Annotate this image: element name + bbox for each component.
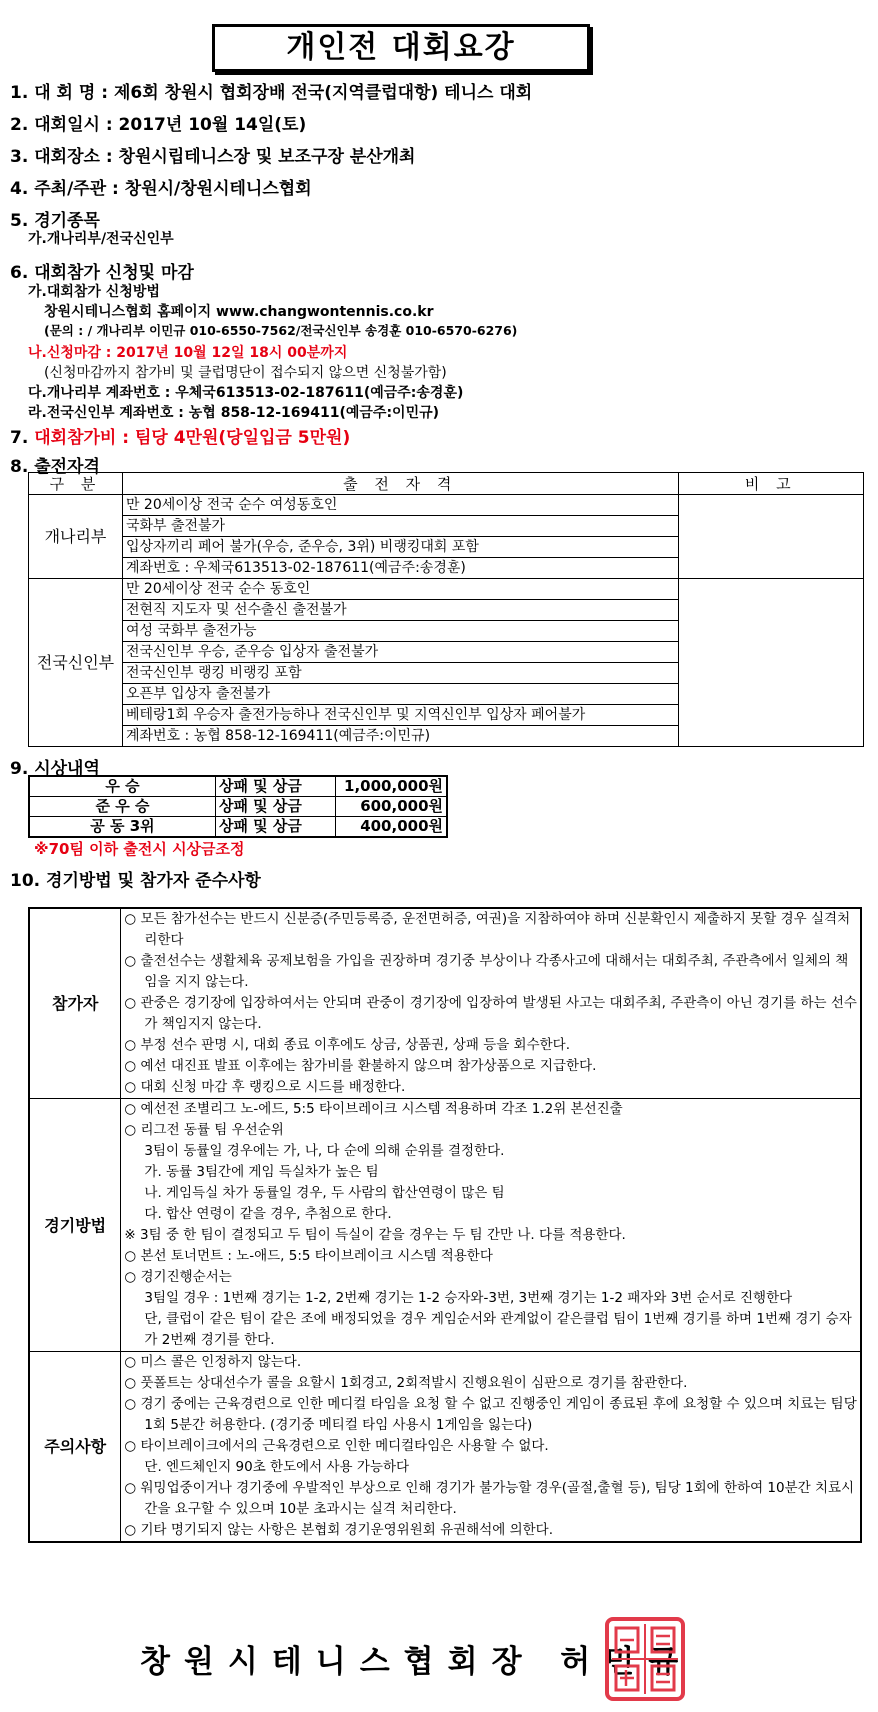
prize-amount: 400,000원 <box>335 817 447 838</box>
prize-rank: 우 승 <box>29 776 215 797</box>
table-row <box>29 776 447 797</box>
category-gaenari: 개나리부 <box>29 495 123 579</box>
prize-type: 상패 및 상금 <box>215 797 335 817</box>
rule-line: ○ 출전선수는 생활체육 공제보험을 가입을 권장하며 경기중 부상이나 각종사고에 대해서는 대회주최, 주관측에서 일체의 책임을 지지 않는다. <box>124 953 849 990</box>
sec10-heading: 10. 경기방법 및 참가자 준수사항 <box>10 871 261 891</box>
table-cell: 국화부 출전불가 <box>122 516 678 537</box>
page-title: 개인전 대회요강 <box>212 24 590 72</box>
prize-note: ※70팀 이하 출전시 시상금조정 <box>34 840 245 858</box>
item-event-date: 2. 대회일시 : 2017년 10월 14일(토) <box>10 115 307 135</box>
table-row <box>29 579 864 600</box>
table-cell: 베테랑1회 우승자 출전가능하나 전국신인부 및 지역신인부 입상자 페어불가 <box>122 705 678 726</box>
prize-amount: 1,000,000원 <box>335 776 447 797</box>
rule-line: ※ 3팀 중 한 팀이 결정되고 두 팀이 득실이 같을 경우는 두 팀 간만 나. 다를 적용한다. <box>124 1227 626 1243</box>
rule-line: ○ 경기진행순서는 <box>124 1269 232 1285</box>
table-row <box>29 1352 861 1543</box>
table-cell: 오픈부 입상자 출전불가 <box>122 684 678 705</box>
rule-line: ○ 미스 콜은 인정하지 않는다. <box>124 1354 302 1370</box>
table-cell: 만 20세이상 전국 순수 여성동호인 <box>122 495 678 516</box>
table-cell: 계좌번호 : 농협 858-12-169411(예금주:이민규) <box>122 726 678 747</box>
rule-line: 가. 동률 3팀간에 게임 득실차가 높은 팀 <box>144 1164 379 1180</box>
table-row <box>29 797 447 817</box>
rules-table <box>28 907 862 1543</box>
table-cell: 만 20세이상 전국 순수 동호인 <box>122 579 678 600</box>
header-qualification: 출 전 자 격 <box>122 473 678 495</box>
header-category: 구 분 <box>29 473 123 495</box>
rules-category-cautions: 주의사항 <box>29 1352 121 1543</box>
prize-rank: 준 우 승 <box>29 797 215 817</box>
table-cell: 입상자끼리 페어 불가(우승, 준우승, 3위) 비랭킹대회 포함 <box>122 537 678 558</box>
sec7-fee: 7. 대회참가비 : 팀당 4만원(당일입금 5만원) <box>10 428 351 448</box>
sec6-a: 가.대회참가 신청방법 <box>28 284 160 300</box>
rule-line: ○ 리그전 동률 팀 우선순위 <box>124 1122 284 1138</box>
table-row <box>29 495 864 516</box>
rules-cell <box>121 1099 861 1352</box>
category-national-rookie: 전국신인부 <box>29 579 123 747</box>
item-event-host: 4. 주최/주관 : 창원시/창원시테니스협회 <box>10 179 312 199</box>
rule-line: 단. 엔드체인지 90초 한도에서 사용 가능하다 <box>144 1459 410 1475</box>
sec5-line: 가.개나리부/전국신인부 <box>28 231 174 247</box>
rule-line: ○ 타이브레이크에서의 근육경련으로 인한 메디컬타임은 사용할 수 없다. <box>124 1438 549 1454</box>
rule-line: 나. 게임득실 차가 동률일 경우, 두 사람의 합산연령이 많은 팀 <box>144 1185 505 1201</box>
sec6-heading: 6. 대회참가 신청및 마감 <box>10 263 194 283</box>
rules-cell <box>121 908 861 1099</box>
rule-line: ○ 워밍업중이거나 경기중에 우발적인 부상으로 인해 경기가 불가능할 경우(골절,출혈 등), 팀당 1회에 한하여 10분간 치료시간을 요구할 수 있으며 10분 초과시는 실격 처리한다. <box>124 1480 855 1517</box>
prize-type: 상패 및 상금 <box>215 776 335 797</box>
rules-category-match-method: 경기방법 <box>29 1099 121 1352</box>
rule-line: ○ 예선전 조별리그 노-에드, 5:5 타이브레이크 시스템 적용하며 각조 1.2위 본선진출 <box>124 1101 623 1117</box>
rule-line: ○ 예선 대진표 발표 이후에는 참가비를 환불하지 않으며 참가상품으로 지급한다. <box>124 1058 597 1074</box>
table-cell: 전국신인부 우승, 준우승 입상자 출전불가 <box>122 642 678 663</box>
sec6-contact: (문의 : / 개나리부 이민규 010-6550-7562/전국신인부 송경훈 010-6570-6276) <box>44 323 518 338</box>
table-cell: 전국신인부 랭킹 비랭킹 포함 <box>122 663 678 684</box>
table-row <box>29 908 861 1099</box>
prize-rank: 공 동 3위 <box>29 817 215 838</box>
table-row <box>29 1099 861 1352</box>
signature: 창원시테니스협회장 허민규 <box>140 1644 693 1680</box>
rule-line: 단, 클럽이 같은 팀이 같은 조에 배정되었을 경우 게임순서와 관계없이 같은클럽 팀이 1번째 경기를 하며 1번째 경기 승자가 2번째 경기를 한다. <box>144 1311 852 1348</box>
item-event-name: 1. 대 회 명 : 제6회 창원시 협회장배 전국(지역클럽대항) 테니스 대회 <box>10 83 533 103</box>
sec6-deadline: 나.신청마감 : 2017년 10월 12일 18시 00분까지 <box>28 345 348 361</box>
item-event-venue: 3. 대회장소 : 창원시립테니스장 및 보조구장 분산개최 <box>10 147 416 167</box>
sec9-heading: 9. 시상내역 <box>10 759 100 779</box>
official-seal <box>604 1616 686 1702</box>
rule-line: ○ 본선 토너먼트 : 노-애드, 5:5 타이브레이크 시스템 적용한다 <box>124 1248 493 1264</box>
remarks-cell <box>678 579 863 747</box>
sec6-account-a: 다.개나리부 계좌번호 : 우체국613513-02-187611(예금주:송경훈) <box>28 385 464 401</box>
header-remarks: 비 고 <box>678 473 863 495</box>
qualification-table <box>28 472 864 747</box>
rule-line: 다. 합산 연령이 같을 경우, 추첨으로 한다. <box>144 1206 392 1222</box>
table-cell: 여성 국화부 출전가능 <box>122 621 678 642</box>
prize-type: 상패 및 상금 <box>215 817 335 838</box>
table-cell: 계좌번호 : 우체국613513-02-187611(예금주:송경훈) <box>122 558 678 579</box>
sec6-account-b: 라.전국신인부 계좌번호 : 농협 858-12-169411(예금주:이민규) <box>28 405 440 421</box>
rules-cell <box>121 1352 861 1543</box>
sec6-homepage: 창원시테니스협회 홈페이지 www.changwontennis.co.kr <box>44 304 434 320</box>
remarks-cell <box>678 495 863 579</box>
prize-amount: 600,000원 <box>335 797 447 817</box>
rule-line: ○ 풋폴트는 상대선수가 콜을 요할시 1회경고, 2회적발시 진행요원이 심판으로 경기를 참관한다. <box>124 1375 688 1391</box>
rules-category-participants: 참가자 <box>29 908 121 1099</box>
rule-line: ○ 모든 참가선수는 반드시 신분증(주민등록증, 운전면허증, 여권)을 지참하여야 하며 신분확인시 제출하지 못할 경우 실격처리한다 <box>124 911 851 948</box>
sec8-heading: 8. 출전자격 <box>10 457 100 477</box>
rule-line: ○ 경기 중에는 근육경련으로 인한 메디컬 타임을 요청 할 수 없고 진행중인 게임이 종료된 후에 요청할 수 있으며 치료는 팀당 1회 5분간 허용한다. (경기중 메티컬 타임 사용시 1게임을 잃는다) <box>124 1396 857 1433</box>
rule-line: ○ 부정 선수 판명 시, 대회 종료 이후에도 상금, 상품권, 상패 등을 회수한다. <box>124 1037 571 1053</box>
rule-line: 3팀이 동률일 경우에는 가, 나, 다 순에 의해 순위를 결정한다. <box>144 1143 505 1159</box>
rule-line: 3팀일 경우 : 1번째 경기는 1-2, 2번째 경기는 1-2 승자와-3번, 3번째 경기는 1-2 패자와 3번 순서로 진행한다 <box>144 1290 793 1306</box>
prize-table <box>28 775 448 838</box>
rule-line: ○ 대회 신청 마감 후 랭킹으로 시드를 배정한다. <box>124 1079 406 1095</box>
rule-line: ○ 관중은 경기장에 입장하여서는 안되며 관중이 경기장에 입장하여 발생된 사고는 대회주최, 주관측이 아닌 경기를 하는 선수가 책임지지 않는다. <box>124 995 857 1032</box>
sec5-heading: 5. 경기종목 <box>10 211 100 231</box>
table-header-row <box>29 473 864 495</box>
sec6-deadline-note: (신청마감까지 참가비 및 클럽명단이 접수되지 않으면 신청불가함) <box>44 365 447 381</box>
table-row <box>29 817 447 838</box>
rule-line: ○ 기타 명기되지 않는 사항은 본협회 경기운영위원회 유권해석에 의한다. <box>124 1522 554 1538</box>
table-cell: 전현직 지도자 및 선수출신 출전불가 <box>122 600 678 621</box>
